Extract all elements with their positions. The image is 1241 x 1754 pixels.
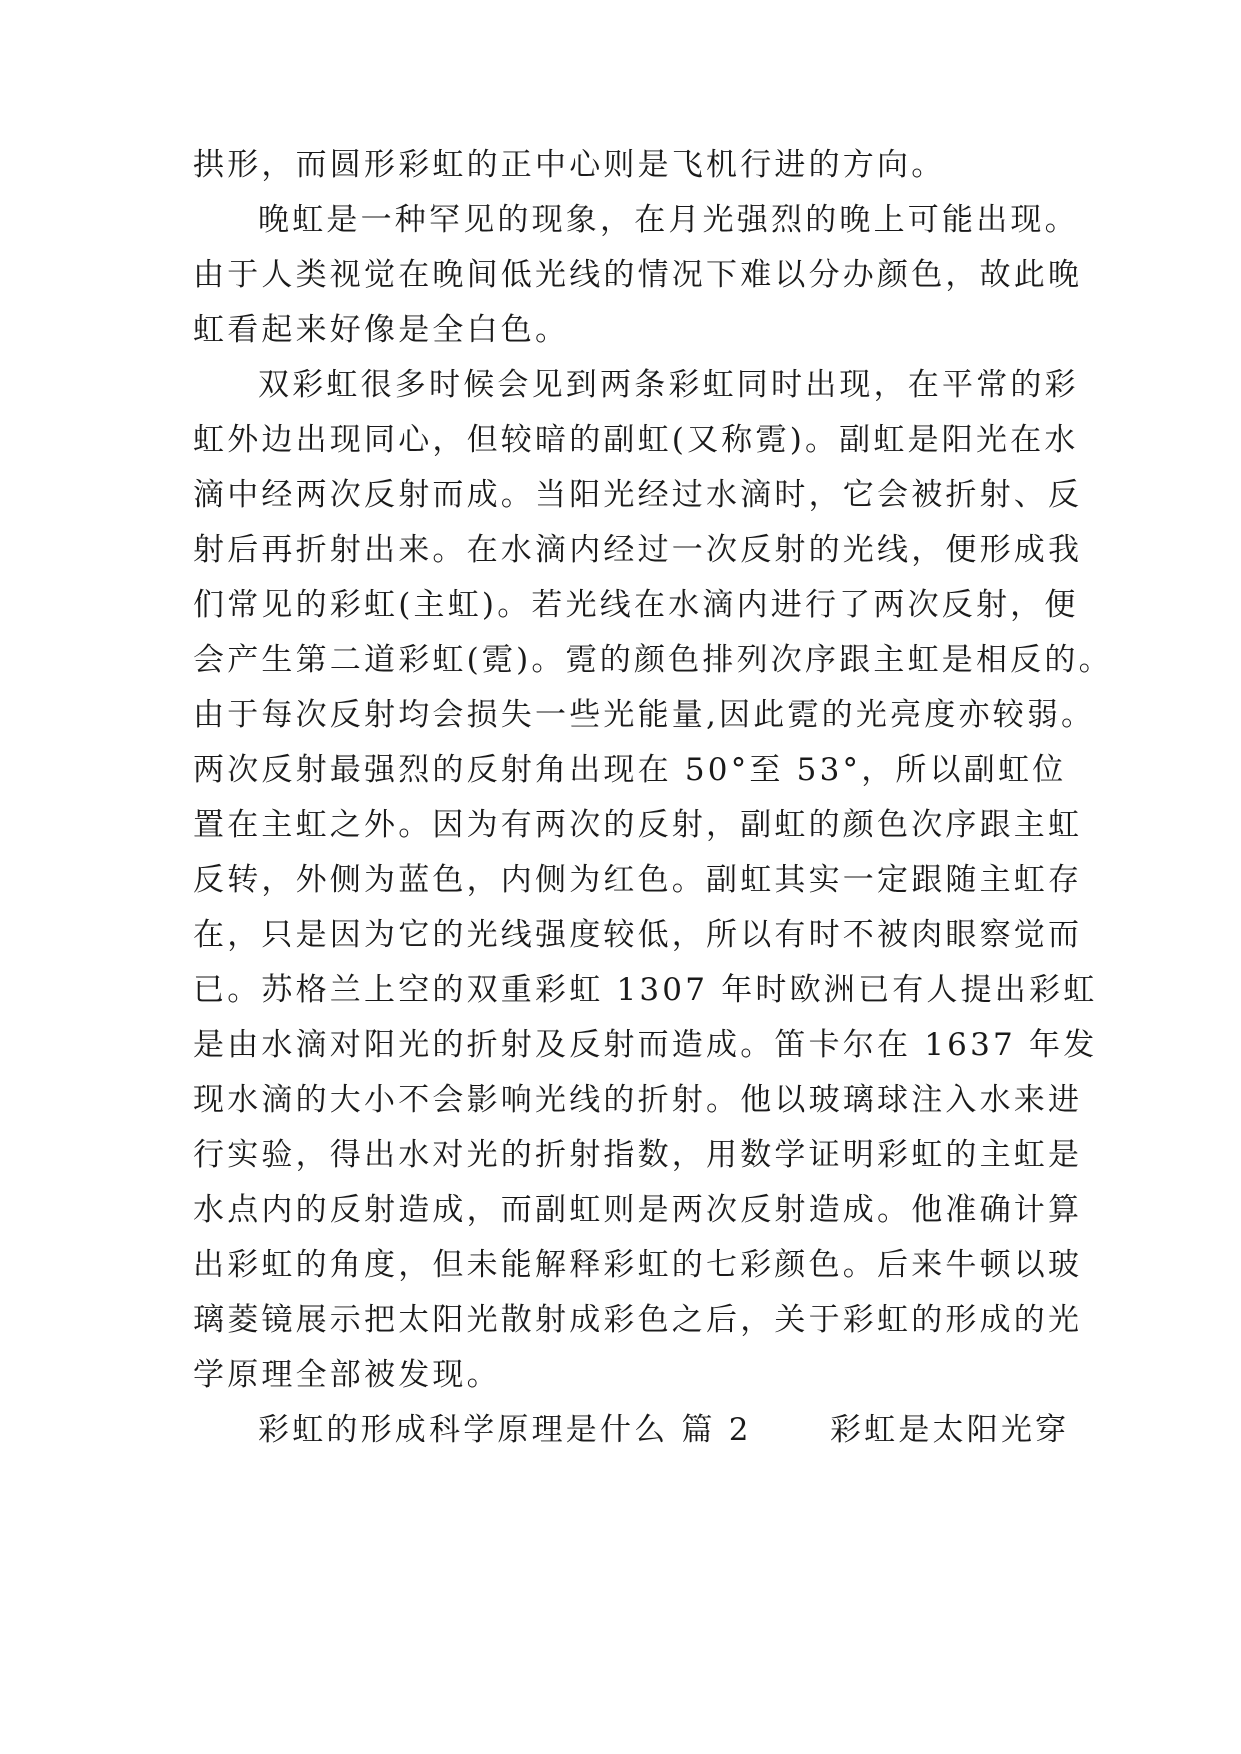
text-line: 出彩虹的角度，但未能解释彩虹的七彩颜色。后来牛顿以玻 (193, 1247, 1083, 1283)
text-line: 已。苏格兰上空的双重彩虹 1307 年时欧洲已有人提出彩虹 (193, 972, 1098, 1008)
text-line: 水点内的反射造成，而副虹则是两次反射造成。他准确计算 (193, 1192, 1083, 1228)
paragraph-start-line: 双彩虹很多时候会见到两条彩虹同时出现，在平常的彩 (258, 367, 1079, 403)
text-line: 学原理全部被发现。 (193, 1357, 501, 1393)
paragraph-start-line: 晚虹是一种罕见的现象，在月光强烈的晚上可能出现。 (258, 202, 1079, 238)
text-line: 现水滴的大小不会影响光线的折射。他以玻璃球注入水来进 (193, 1082, 1083, 1118)
text-line: 置在主虹之外。因为有两次的反射，副虹的颜色次序跟主虹 (193, 807, 1083, 843)
text-line: 反转，外侧为蓝色，内侧为红色。副虹其实一定跟随主虹存 (193, 862, 1083, 898)
text-line: 璃菱镜展示把太阳光散射成彩色之后，关于彩虹的形成的光 (193, 1302, 1083, 1338)
text-line: 由于人类视觉在晚间低光线的情况下难以分办颜色，故此晚 (193, 257, 1083, 293)
section-heading-line: 彩虹的形成科学原理是什么 篇 2 彩虹是太阳光穿 (258, 1412, 1070, 1448)
text-line: 两次反射最强烈的反射角出现在 50°至 53°，所以副虹位 (193, 752, 1067, 788)
text-line: 会产生第二道彩虹(霓)。霓的颜色排列次序跟主虹是相反的。 (193, 642, 1113, 678)
text-line: 在，只是因为它的光线强度较低，所以有时不被肉眼察觉而 (193, 917, 1083, 953)
text-line: 虹看起来好像是全白色。 (193, 312, 570, 348)
text-line: 射后再折射出来。在水滴内经过一次反射的光线，便形成我 (193, 532, 1083, 568)
text-line: 是由水滴对阳光的折射及反射而造成。笛卡尔在 1637 年发 (193, 1027, 1098, 1063)
text-line: 们常见的彩虹(主虹)。若光线在水滴内进行了两次反射，便 (193, 587, 1079, 623)
text-line: 由于每次反射均会损失一些光能量,因此霓的光亮度亦较弱。 (193, 697, 1096, 733)
text-line: 拱形，而圆形彩虹的正中心则是飞机行进的方向。 (193, 147, 946, 183)
text-line: 行实验，得出水对光的折射指数，用数学证明彩虹的主虹是 (193, 1137, 1083, 1173)
text-line: 虹外边出现同心，但较暗的副虹(又称霓)。副虹是阳光在水 (193, 422, 1079, 458)
text-line: 滴中经两次反射而成。当阳光经过水滴时，它会被折射、反 (193, 477, 1083, 513)
